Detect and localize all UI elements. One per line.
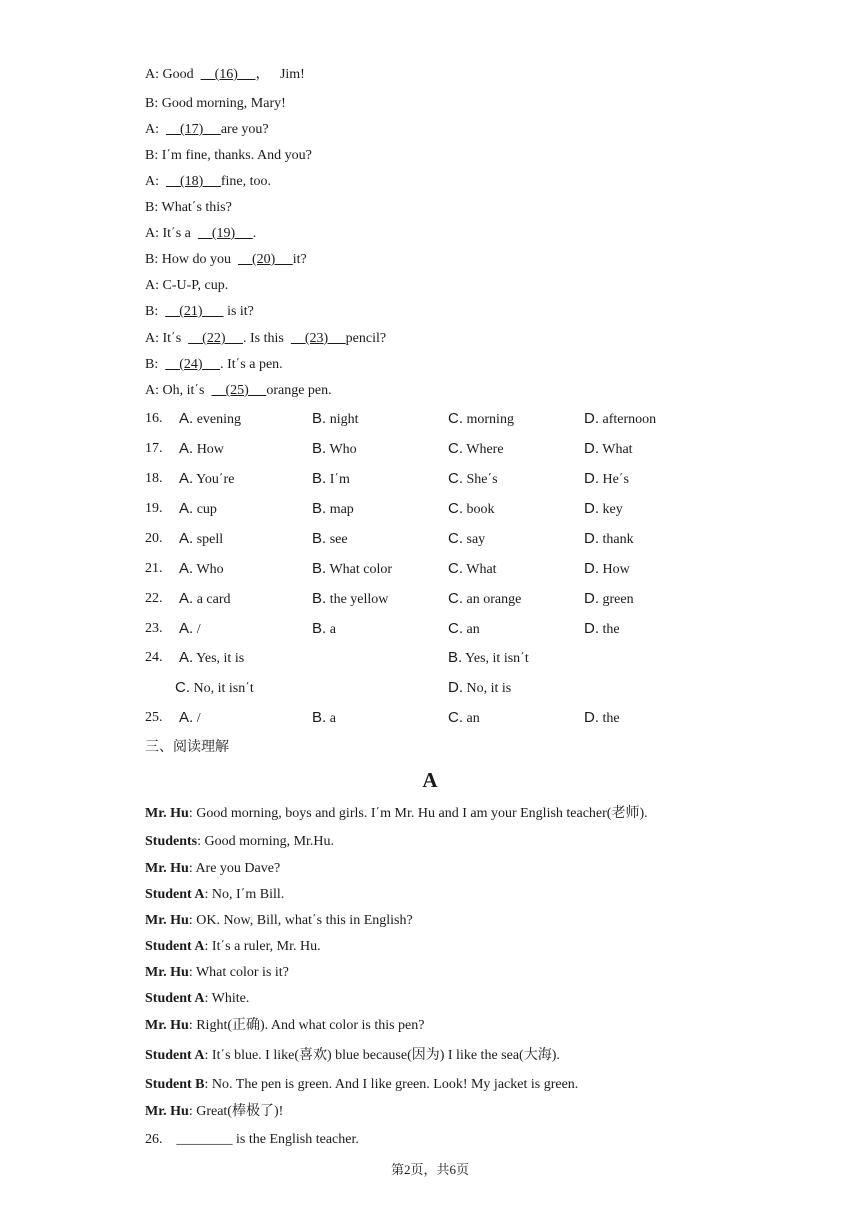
option-a[interactable]: A. How	[179, 440, 224, 457]
option-c[interactable]: C. an orange	[448, 590, 522, 607]
dialogue-line: A: It΄s a (19) .	[145, 226, 257, 241]
option-a[interactable]: A. a card	[179, 590, 231, 607]
passage-line: Mr. Hu: Good morning, boys and girls. I΄m Mr. Hu and I am your English teacher(老师).	[145, 806, 648, 821]
option-b[interactable]: B. see	[312, 530, 348, 547]
option-d[interactable]: D. What	[584, 440, 633, 457]
dialogue-line: A: It΄s (22) . Is this (23) pencil?	[145, 331, 387, 346]
passage-line: Mr. Hu: OK. Now, Bill, what΄s this in English?	[145, 913, 413, 928]
option-a[interactable]: A. cup	[179, 500, 217, 517]
option-a[interactable]: A. /	[179, 709, 201, 726]
question-number: 24.	[145, 650, 163, 665]
option-b[interactable]: B. the yellow	[312, 590, 389, 607]
passage-line: Mr. Hu: What color is it?	[145, 965, 289, 980]
passage-line: Student A: It΄s a ruler, Mr. Hu.	[145, 939, 321, 954]
option-b[interactable]: B. map	[312, 500, 354, 517]
dialogue-line: A: C-U-P, cup.	[145, 278, 229, 293]
option-a[interactable]: A. evening	[179, 410, 242, 427]
option-c[interactable]: C. What	[448, 560, 497, 577]
section-heading: 三、阅读理解	[145, 739, 229, 755]
option-d[interactable]: D. green	[584, 590, 634, 607]
option-b[interactable]: B. night	[312, 410, 359, 427]
passage-line: Student A: No, I΄m Bill.	[145, 887, 285, 902]
option-c[interactable]: C. say	[448, 530, 486, 547]
option-b[interactable]: B. a	[312, 620, 336, 637]
option-d[interactable]: D. key	[584, 500, 623, 517]
option-d[interactable]: D. afternoon	[584, 410, 657, 427]
answer-blank[interactable]: ________	[176, 1132, 233, 1147]
dialogue-line: B: I΄m fine, thanks. And you?	[145, 148, 312, 163]
passage-line: Mr. Hu: Right(正确). And what color is this pen?	[145, 1018, 425, 1033]
option-d[interactable]: D. thank	[584, 530, 634, 547]
option-d[interactable]: D. He΄s	[584, 470, 629, 487]
dialogue-line: B: (21) is it?	[145, 304, 254, 319]
passage-line: Student B: No. The pen is green. And I like green. Look! My jacket is green.	[145, 1077, 579, 1092]
question-number: 21.	[145, 561, 163, 576]
option-c[interactable]: C. Where	[448, 440, 504, 457]
option-d[interactable]: D. the	[584, 620, 620, 637]
question-number: 20.	[145, 531, 163, 546]
option-c[interactable]: C. an	[448, 709, 480, 726]
dialogue-line: B: Good morning, Mary!	[145, 96, 286, 111]
passage-line: Student A: White.	[145, 991, 250, 1006]
option-c[interactable]: C. book	[448, 500, 495, 517]
option-b[interactable]: B. a	[312, 709, 336, 726]
option-d[interactable]: D. How	[584, 560, 630, 577]
question-number: 25.	[145, 710, 163, 725]
dialogue-line: B: How do you (20) it?	[145, 252, 307, 267]
question-26: 26. ________ is the English teacher.	[145, 1132, 359, 1147]
dialogue-line: B: What΄s this?	[145, 200, 232, 215]
dialogue-line: A: Oh, it΄s (25) orange pen.	[145, 383, 332, 398]
option-c[interactable]: C. No, it isn΄t	[175, 679, 254, 696]
option-d[interactable]: D. the	[584, 709, 620, 726]
question-number: 18.	[145, 471, 163, 486]
passage-line: Student A: It΄s blue. I like(喜欢) blue because(因为) I like the sea(大海).	[145, 1048, 560, 1063]
option-a[interactable]: A. Yes, it is	[179, 649, 245, 666]
option-b[interactable]: B. Who	[312, 440, 357, 457]
option-b[interactable]: B. I΄m	[312, 470, 350, 487]
option-c[interactable]: C. an	[448, 620, 480, 637]
dialogue-line: A: (17) are you?	[145, 122, 269, 137]
option-a[interactable]: A. Who	[179, 560, 224, 577]
option-a[interactable]: A. /	[179, 620, 201, 637]
dialogue-line: A: (18) fine, too.	[145, 174, 271, 189]
dialogue-line: A: Good (16) ， Jim!	[145, 67, 305, 82]
option-a[interactable]: A. You΄re	[179, 470, 235, 487]
passage-line: Students: Good morning, Mr.Hu.	[145, 834, 335, 849]
question-number: 19.	[145, 501, 163, 516]
option-c[interactable]: C. morning	[448, 410, 514, 427]
passage-line: Mr. Hu: Are you Dave?	[145, 861, 281, 876]
question-number: 23.	[145, 621, 163, 636]
dialogue-line: B: (24) . It΄s a pen.	[145, 357, 283, 372]
option-c[interactable]: C. She΄s	[448, 470, 498, 487]
page-footer: 第2页，共6页	[390, 1162, 469, 1177]
question-number: 17.	[145, 441, 163, 456]
question-number: 22.	[145, 591, 163, 606]
question-number: 16.	[145, 411, 163, 426]
option-d[interactable]: D. No, it is	[448, 679, 512, 696]
option-a[interactable]: A. spell	[179, 530, 224, 547]
passage-title: A	[422, 768, 438, 792]
option-b[interactable]: B. Yes, it isn΄t	[448, 649, 529, 666]
option-b[interactable]: B. What color	[312, 560, 393, 577]
passage-line: Mr. Hu: Great(棒极了)!	[145, 1104, 284, 1119]
